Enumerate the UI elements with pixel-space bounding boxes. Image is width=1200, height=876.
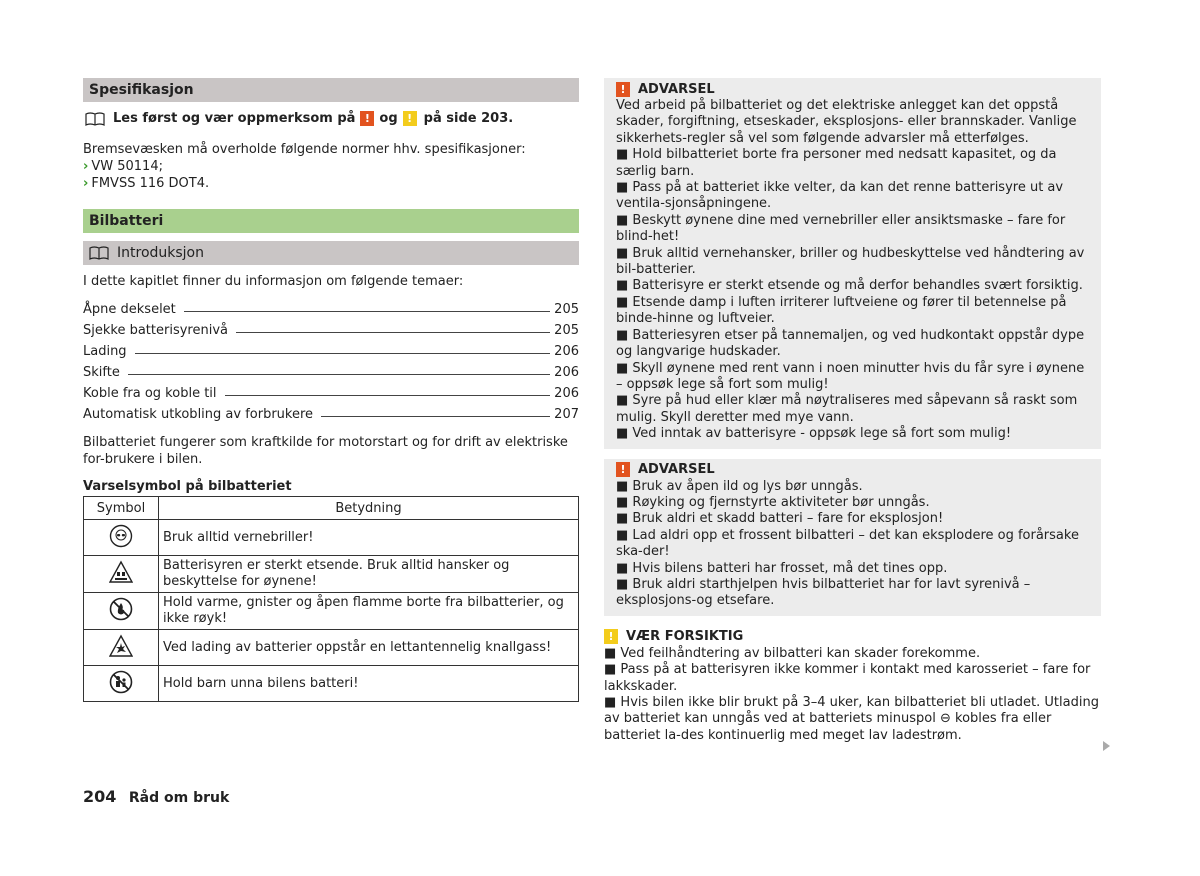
warning-box-1 xyxy=(604,78,1101,449)
brake-block xyxy=(83,141,579,192)
caution-paragraph: ■ Ved feilhåndtering av bilbatteri kan skader forekomme. xyxy=(604,645,981,661)
caution-paragraph: ■ Hvis bilen ikke blir brukt på 3–4 uker, kan bilbatteriet bli utladet. Utlading av batteriet kan unngås ved at batteriets minuspol ⊖ kobles fra eller batteriet la-des kontinuerlig med meget lav ladestrøm. xyxy=(604,695,1099,743)
warning-box-2 xyxy=(604,459,1101,616)
caution-icon: ! xyxy=(604,629,618,644)
chevron-right-icon: › xyxy=(83,176,89,191)
footer-text: Råd om bruk xyxy=(128,790,230,806)
warning-paragraph: ■ Bruk aldri et skadd batteri – fare for eksplosjon! xyxy=(616,511,944,527)
warning-paragraph: ■ Bruk alltid vernehansker, briller og hudbeskyttelse ved håndtering av bil-batterier. xyxy=(616,245,1085,278)
read-first-text: Les først og vær oppmerksom på xyxy=(113,111,356,126)
toc-item[interactable]: Åpne dekselet 205 xyxy=(83,302,579,317)
toc-item[interactable]: Koble fra og koble til 206 xyxy=(83,386,579,401)
corrosive-icon xyxy=(109,560,133,584)
warning-paragraph: ■ Syre på hud eller klær må nøytraliseres med såpevann så raskt som mulig. Skyll deretter med mye vann. xyxy=(616,393,1078,425)
intro-heading xyxy=(83,241,579,265)
table-cell-meaning: Hold varme, gnister og åpen flamme borte fra bilbatterier, og ikke røyk! xyxy=(159,593,579,630)
table-header-row xyxy=(84,497,579,520)
table-cell-meaning: Hold barn unna bilens batteri! xyxy=(159,666,579,702)
table-cell-meaning: Ved lading av batterier oppstår en lettantennelig knallgass! xyxy=(159,630,579,666)
warning-icon: ! xyxy=(616,462,630,477)
caution-mark-icon[interactable]: ! xyxy=(403,111,417,126)
warning-heading: ! ADVARSEL xyxy=(616,80,1091,98)
page-footer xyxy=(83,787,229,806)
page-number: 204 xyxy=(83,787,117,806)
toc-item[interactable]: Sjekke batterisyrenivå 205 xyxy=(83,323,579,338)
table-row xyxy=(84,630,579,666)
symbol-table xyxy=(83,496,579,702)
caution-paragraph: ■ Pass på at batterisyren ikke kommer i kontakt med karosseriet – fare for lakkskader. xyxy=(604,662,1091,694)
spec-section-heading xyxy=(83,78,579,102)
warning-paragraph: ■ Hold bilbatteriet borte fra personer med nedsatt kapasitet, og da særlig barn. xyxy=(616,147,1057,179)
toc-item[interactable]: Skifte 206 xyxy=(83,365,579,380)
warning-paragraph: ■ Beskytt øynene dine med vernebriller eller ansiktsmaske – fare for blind-het! xyxy=(616,212,1066,245)
warning-paragraph: ■ Etsende damp i luften irriterer luftveiene og fører til betennelse på binde-hinne og luftveier. xyxy=(616,294,1067,327)
caution-block xyxy=(604,628,1101,744)
battery-section-heading xyxy=(83,209,579,233)
table-row xyxy=(84,520,579,556)
book-icon xyxy=(89,246,109,260)
warning-paragraph: ■ Bruk av åpen ild og lys bør unngås. xyxy=(616,478,863,494)
intro-title: Introduksjon xyxy=(117,245,204,261)
warning-paragraph: ■ Røyking og fjernstyrte aktiviteter bør unngås. xyxy=(616,494,930,510)
no-flame-icon xyxy=(109,597,133,621)
warning-mark-icon[interactable]: ! xyxy=(360,111,374,126)
intro-text: I dette kapitlet finner du informasjon om følgende temaer: xyxy=(83,274,464,289)
table-row xyxy=(84,556,579,593)
warning-paragraph: ■ Hvis bilens batteri har frosset, må det tines opp. xyxy=(616,560,948,576)
brake-norm-item: › FMVSS 116 DOT4. xyxy=(83,176,210,191)
read-first-line xyxy=(83,110,579,127)
no-children-icon xyxy=(109,670,133,694)
warning-paragraph: ■ Batterisyre er sterkt etsende og må derfor behandles svært forsiktig. xyxy=(616,278,1083,294)
table-cell-meaning: Batterisyren er sterkt etsende. Bruk alltid hansker og beskyttelse for øynene! xyxy=(159,556,579,593)
right-column xyxy=(604,78,1101,744)
chevron-right-icon: › xyxy=(83,159,89,174)
warning-paragraph: ■ Lad aldri opp et frossent bilbatteri – det kan eksplodere og forårsake ska-der! xyxy=(616,527,1079,560)
table-row xyxy=(84,666,579,702)
brake-intro: Bremsevæsken må overholde følgende normer hhv. spesifikasjoner: xyxy=(83,142,526,157)
table-row xyxy=(84,593,579,630)
goggles-icon xyxy=(109,524,133,548)
spec-title: Spesifikasjon xyxy=(89,82,194,98)
read-first-page-link[interactable]: på side 203. xyxy=(423,111,514,126)
next-page-arrow-icon[interactable] xyxy=(1103,741,1110,751)
battery-text: Bilbatteriet fungerer som kraftkilde for motorstart og for drift av elektriske for-brukere i bilen. xyxy=(83,435,568,467)
toc-item[interactable]: Lading 206 xyxy=(83,344,579,359)
warning-paragraph: Ved arbeid på bilbatteriet og det elektriske anlegget kan det oppstå skader, forgiftning, etseskader, eksplosjons- eller brannskader. Vanlige sikkerhets-regler så vel som følgende advarsler må etterfølges. xyxy=(616,98,1077,146)
battery-title: Bilbatteri xyxy=(89,213,164,229)
table-cell-meaning: Bruk alltid vernebriller! xyxy=(159,520,579,556)
warning-paragraph: ■ Bruk aldri starthjelpen hvis bilbatteriet har for lavt syrenivå – eksplosjons-og etsefare. xyxy=(616,576,1031,609)
table-title: Varselsymbol på bilbatteriet xyxy=(83,479,292,494)
read-first-and: og xyxy=(379,111,398,126)
warning-paragraph: ■ Skyll øynene med rent vann i noen minutter hvis du får syre i øynene – oppsøk lege så fort som mulig! xyxy=(616,360,1085,392)
col-header-symbol: Symbol xyxy=(84,497,159,520)
explosive-icon xyxy=(109,634,133,658)
warning-paragraph: ■ Pass på at batteriet ikke velter, da kan det renne batterisyre ut av ventila-sjonsåpningene. xyxy=(616,180,1064,212)
caution-heading: ! VÆR FORSIKTIG xyxy=(604,628,1101,646)
warning-paragraph: ■ Batteriesyren etser på tannemaljen, og ved hudkontakt oppstår dype og langvarige hudskader. xyxy=(616,327,1085,360)
table-of-contents xyxy=(83,296,579,422)
left-column xyxy=(83,78,579,702)
col-header-meaning: Betydning xyxy=(159,497,579,520)
warning-icon: ! xyxy=(616,82,630,97)
brake-norm-item: › VW 50114; xyxy=(83,159,163,174)
warning-heading: ! ADVARSEL xyxy=(616,461,1091,479)
toc-item[interactable]: Automatisk utkobling av forbrukere 207 xyxy=(83,407,579,422)
warning-paragraph: ■ Ved inntak av batterisyre - oppsøk lege så fort som mulig! xyxy=(616,426,1012,442)
book-icon xyxy=(85,112,105,126)
